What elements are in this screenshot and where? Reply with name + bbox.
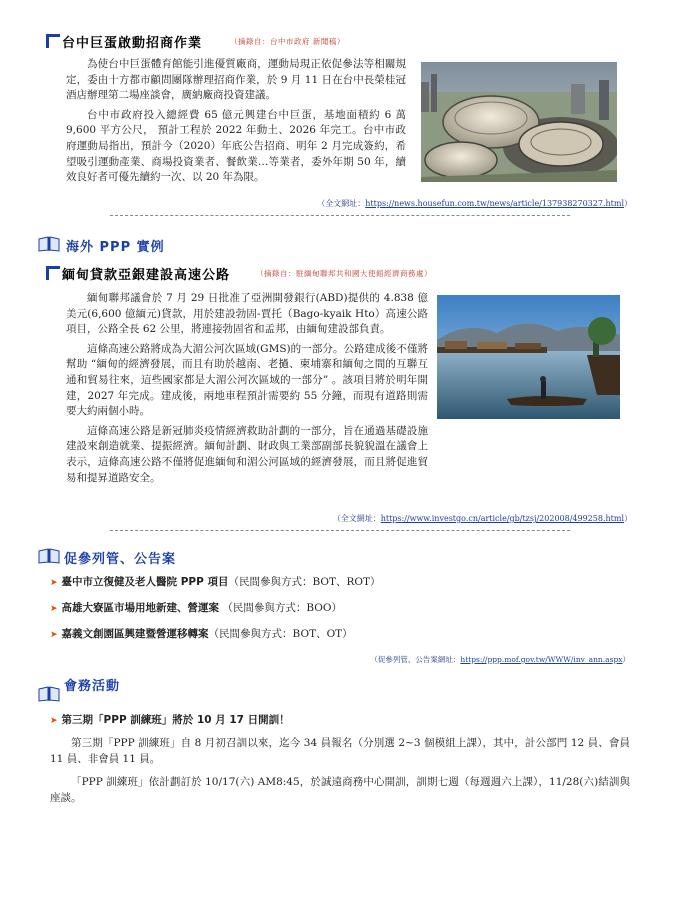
arrow-right-icon: ➤ <box>50 630 58 640</box>
arrow-right-icon: ➤ <box>50 578 58 588</box>
arrow-right-icon: ➤ <box>50 716 58 726</box>
events-paragraph: 第三期「PPP 訓練班」自 8 月初召訓以來，迄今 34 員報名（分別選 2~3 個模組上課），其中，計公部門 12 員、會員 11 員、非會員 11 員。 <box>50 737 630 765</box>
link-suffix: ） <box>624 199 632 208</box>
book-icon <box>38 236 60 252</box>
link-prefix: （全文網址： <box>332 514 381 523</box>
link-suffix: ） <box>622 655 630 664</box>
lake-boats-image <box>437 295 620 419</box>
book-icon <box>38 686 60 702</box>
event-item-text: 第三期「PPP 訓練班」將於 10 月 17 日開訓！ <box>61 714 290 726</box>
article-1-paragraph: 台中市政府投入總經費 65 億元興建台中巨蛋，基地面積約 6 萬9,600 平方公尺， 預計工程於 2022 年動土、2026 年完工。台中市政府運動局指出，預計今（2020）年底公告招商、明年 2 月完成簽約，希望吸引運動產業、商場投資業者、餐飲業…等業者，委外年期 50 年，續效良好者可優先續約一次、以 20 年為限。 <box>66 108 406 184</box>
listing-item-name: 嘉義文創園區興建暨營運移轉案 <box>61 628 209 640</box>
article-2-paragraph: 緬甸聯邦議會於 7 月 29 日批准了亞洲開發銀行(ABD)提供的 4.838 億美元(6,600 億緬元)貸款，用於建設勃固-賈托（Bago-kyaik Hto）高速公路項目，公路全長 62 公里，將連接勃固省和孟邦，由緬甸建設部負責。 <box>66 292 428 336</box>
listing-item[interactable] <box>50 600 342 615</box>
arrow-right-icon: ➤ <box>50 604 58 614</box>
article-1-source: （摘錄自：台中市政府 新聞稿） <box>230 37 345 46</box>
link-prefix: （促參列管、公告案網址： <box>370 655 461 664</box>
article-1-body <box>66 57 406 190</box>
article-1-title: 台中巨蛋啟動招商作業 <box>62 36 203 51</box>
divider <box>110 215 570 216</box>
article-1-link[interactable]: https://news.housefun.com.tw/news/article/137938270327.html <box>365 199 624 208</box>
listing-item[interactable] <box>50 626 353 641</box>
listing-link[interactable]: https://ppp.mof.gov.tw/WWW/inv_ann.aspx <box>460 655 623 664</box>
event-item <box>50 712 290 727</box>
title-accent-underline <box>46 266 60 269</box>
listing-link-line <box>250 654 630 665</box>
title-accent-underline <box>46 34 60 37</box>
article-2-title: 緬甸貸款亞銀建設高速公路 <box>62 268 231 283</box>
listing-item-mode: （民間參與方式：BOT、OT） <box>208 628 353 640</box>
listing-item[interactable] <box>50 574 381 589</box>
article-1-paragraph: 為使台中巨蛋體育館能引進優質廠商，運動局現正依促參法等相關規定，委由十方都市顧問團隊辦理招商作業，於 9 月 11 日在台中長榮桂冠酒店辦理第二場座談會，廣納廠商投資建議。 <box>66 58 406 102</box>
listing-item-name: 臺中市立復健及老人醫院 PPP 項目 <box>61 576 229 588</box>
listing-item-name: 高雄大寮區市場用地新建、營運案 <box>61 602 220 614</box>
events-paragraph: 「PPP 訓練班」依計劃訂於 10/17(六) AM8:45，於誠遠商務中心開訓，訓期七週（每週週六上課），11/28(六)結訓與座談。 <box>50 776 630 804</box>
divider <box>110 530 570 531</box>
article-2-link[interactable]: https://www.investgo.cn/article/gb/tzsj/202008/499258.html <box>380 514 624 523</box>
article-2-body <box>66 291 428 490</box>
article-2-paragraph: 這條高速公路是新冠肺炎疫情經濟救助計劃的一部分，旨在通過基礎設施建設來創造就業、提振經濟。緬甸計劃、財政與工業部副部長貌貌溫在議會上表示，這條高速公路不僅將促進緬甸和湄公河區域的經濟發展，而且將促進貿易和提昇道路安全。 <box>66 424 428 484</box>
link-suffix: ） <box>624 514 632 523</box>
section-heading-overseas: 海外 PPP 實例 <box>66 240 165 255</box>
listing-item-mode: （民間參與方式：BOO） <box>219 602 343 614</box>
link-prefix: （全文網址： <box>317 199 366 208</box>
book-icon <box>38 548 60 564</box>
section-heading-events: 會務活動 <box>64 679 121 694</box>
article-2-link-line <box>300 513 632 524</box>
section-heading-listing: 促參列管、公告案 <box>64 552 177 567</box>
listing-item-mode: （民間參與方式：BOT、ROT） <box>228 576 381 588</box>
events-body <box>50 736 630 810</box>
article-2-source: （摘錄自：駐緬甸聯邦共和國大使館經濟商務處） <box>256 269 432 278</box>
article-2-paragraph: 這條高速公路將成為大湄公河次區域(GMS)的一部分。公路建成後不僅將幫助 “緬甸的經濟發展，而且有助於越南、老撾、柬埔寨和緬甸之間的互聯互通和貿易往來，這些國家都是大湄公河次區域的一部分” 。該項目將於明年開建，2027 年完成。建成後，兩地車程預計需要約 55 分鐘，而現有道路則需要大約兩個小時。 <box>66 342 428 418</box>
stadium-rendering-image <box>421 62 617 182</box>
article-1-link-line <box>300 198 632 209</box>
